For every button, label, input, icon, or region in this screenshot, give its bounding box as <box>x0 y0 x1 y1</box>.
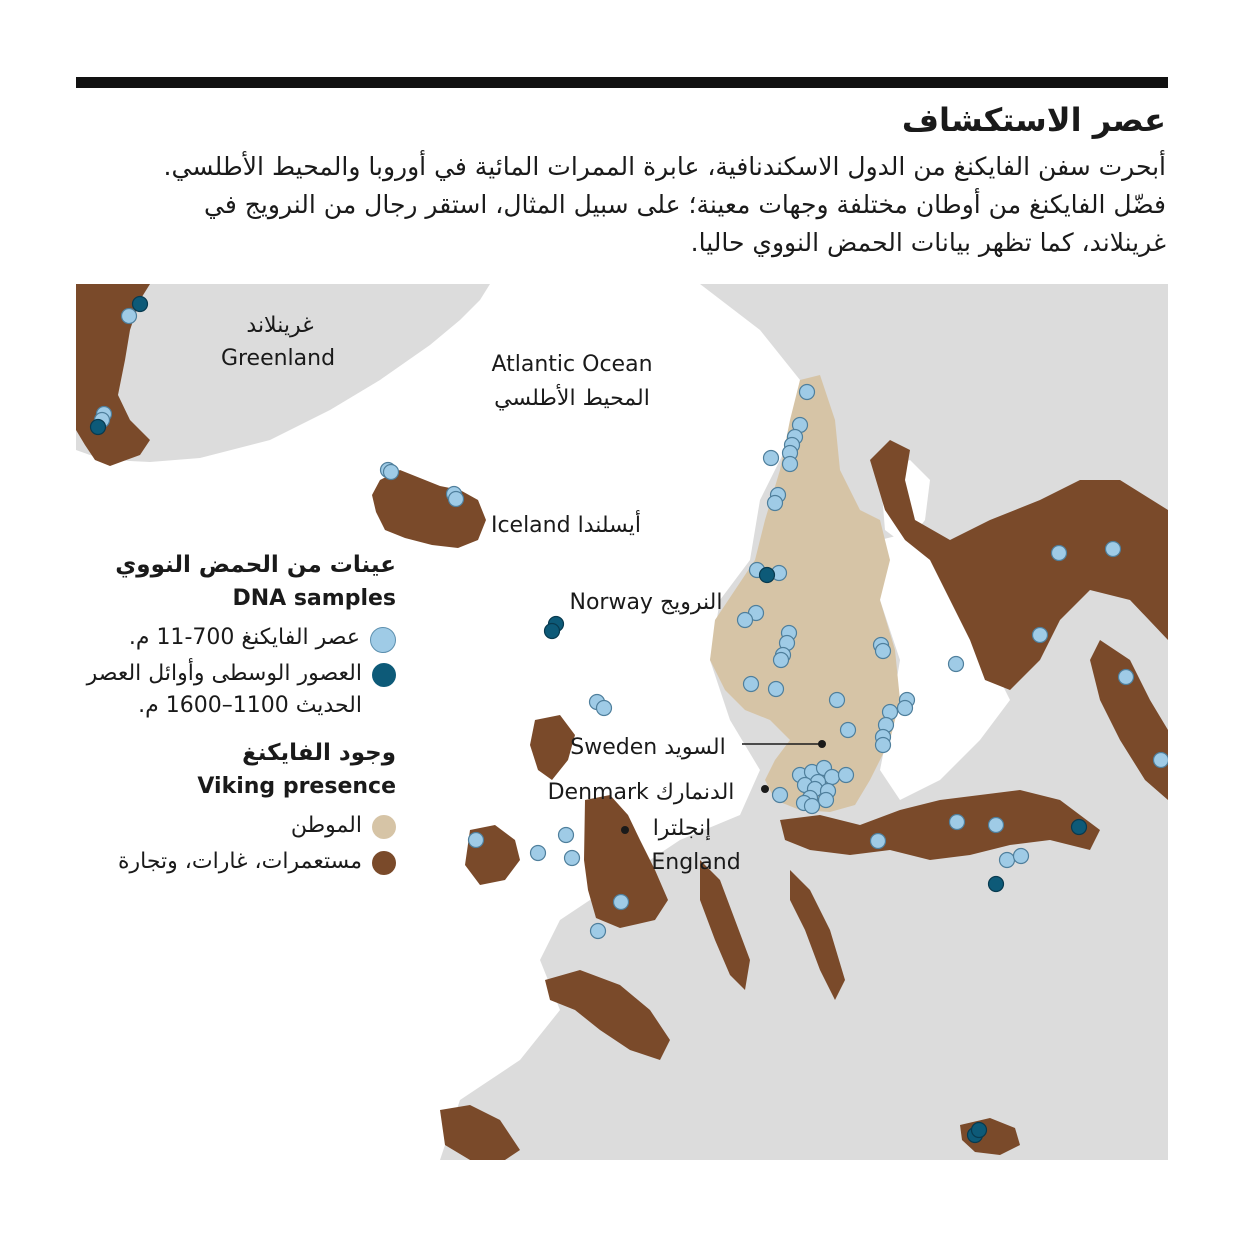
light-blue-dot-icon <box>370 627 396 653</box>
viking-age-sample-point <box>1119 670 1134 685</box>
legend-item-colonies <box>76 846 396 878</box>
middle-ages-sample-point <box>989 877 1004 892</box>
page-title: عصر الاستكشاف <box>901 101 1166 139</box>
legend-label: عصر الفايكنغ 700-11 م. <box>128 625 360 650</box>
middle-ages-sample-point <box>1072 820 1087 835</box>
viking-age-sample-point <box>764 451 779 466</box>
middle-ages-sample-point <box>545 624 560 639</box>
intro-line: أبحرت سفن الفايكنغ من الدول الاسكندنافية، عابرة الممرات المائية في أوروبا والمحيط الأطلسي. <box>163 152 1166 181</box>
legend-presence-title-ar: وجود الفايكنغ <box>242 740 396 766</box>
viking-age-sample-point <box>1154 753 1169 768</box>
viking-age-sample-point <box>841 723 856 738</box>
intro-line: فضّل الفايكنغ من أوطان مختلفة وجهات معينة؛ على سبيل المثال، استقر رجال من النرويج في <box>204 190 1166 219</box>
label-iceland: Iceland أيسلندا <box>490 513 642 538</box>
viking-age-sample-point <box>774 653 789 668</box>
label-atlantic-ar: المحيط الأطلسي <box>494 386 650 411</box>
viking-age-sample-point <box>800 385 815 400</box>
viking-age-sample-point <box>949 657 964 672</box>
legend-dna-title-ar: عينات من الحمض النووي <box>115 552 396 578</box>
viking-age-sample-point <box>614 895 629 910</box>
middle-ages-sample-point <box>91 420 106 435</box>
label-greenland-en: Greenland <box>220 346 336 371</box>
label-sweden: Sweden السويد <box>570 735 726 760</box>
intro-line: غرينلاند، كما تظهر بيانات الحمض النووي حاليا. <box>690 228 1166 257</box>
england-marker <box>621 826 629 834</box>
label-greenland-ar: غرينلاند <box>246 313 314 338</box>
legend-item-viking-age <box>76 622 396 654</box>
viking-age-sample-point <box>783 457 798 472</box>
viking-age-sample-point <box>898 701 913 716</box>
legend-item-homeland <box>76 810 396 842</box>
viking-age-sample-point <box>1106 542 1121 557</box>
viking-age-sample-point <box>469 833 484 848</box>
dark-blue-dot-icon <box>372 663 396 687</box>
intro-text <box>76 148 1166 262</box>
viking-age-sample-point <box>565 851 580 866</box>
viking-age-sample-point <box>950 815 965 830</box>
legend-dna-title-en: DNA samples <box>232 586 396 611</box>
viking-age-sample-point <box>1000 853 1015 868</box>
brown-dot-icon <box>372 851 396 875</box>
viking-age-sample-point <box>1033 628 1048 643</box>
viking-age-sample-point <box>449 492 464 507</box>
viking-age-sample-point <box>805 799 820 814</box>
viking-age-sample-point <box>819 793 834 808</box>
viking-age-sample-point <box>830 693 845 708</box>
top-rule <box>76 77 1168 88</box>
label-england-ar: إنجلترا <box>652 816 712 841</box>
viking-age-sample-point <box>768 496 783 511</box>
viking-age-sample-point <box>559 828 574 843</box>
legend <box>76 548 396 882</box>
viking-age-sample-point <box>531 846 546 861</box>
viking-age-sample-point <box>122 309 137 324</box>
middle-ages-sample-point <box>760 568 775 583</box>
viking-age-sample-point <box>839 768 854 783</box>
viking-age-sample-point <box>769 682 784 697</box>
viking-age-sample-point <box>738 613 753 628</box>
middle-ages-sample-point <box>133 297 148 312</box>
viking-age-sample-point <box>773 788 788 803</box>
label-denmark: Denmark الدنمارك <box>547 780 735 805</box>
label-norway: Norway النرويج <box>569 590 723 615</box>
legend-item-middle-ages <box>76 658 396 722</box>
legend-label: الموطن <box>290 813 362 838</box>
viking-age-sample-point <box>384 465 399 480</box>
middle-ages-sample-point <box>972 1123 987 1138</box>
denmark-marker <box>761 785 769 793</box>
viking-age-sample-point <box>744 677 759 692</box>
legend-presence-title-en: Viking presence <box>197 774 396 799</box>
legend-label: العصور الوسطى وأوائل العصر الحديث 1100–1600 م. <box>86 661 362 718</box>
label-atlantic-en: Atlantic Ocean <box>491 352 653 377</box>
viking-age-sample-point <box>871 834 886 849</box>
viking-age-sample-point <box>591 924 606 939</box>
viking-age-sample-point <box>1014 849 1029 864</box>
viking-age-sample-point <box>597 701 612 716</box>
label-england-en: England <box>651 850 741 875</box>
viking-age-sample-point <box>1052 546 1067 561</box>
beige-dot-icon <box>372 815 396 839</box>
viking-age-sample-point <box>825 770 840 785</box>
viking-age-sample-point <box>989 818 1004 833</box>
sweden-marker <box>818 740 826 748</box>
legend-label: مستعمرات، غارات، وتجارة <box>118 849 362 874</box>
viking-age-sample-point <box>876 738 891 753</box>
viking-age-sample-point <box>876 644 891 659</box>
